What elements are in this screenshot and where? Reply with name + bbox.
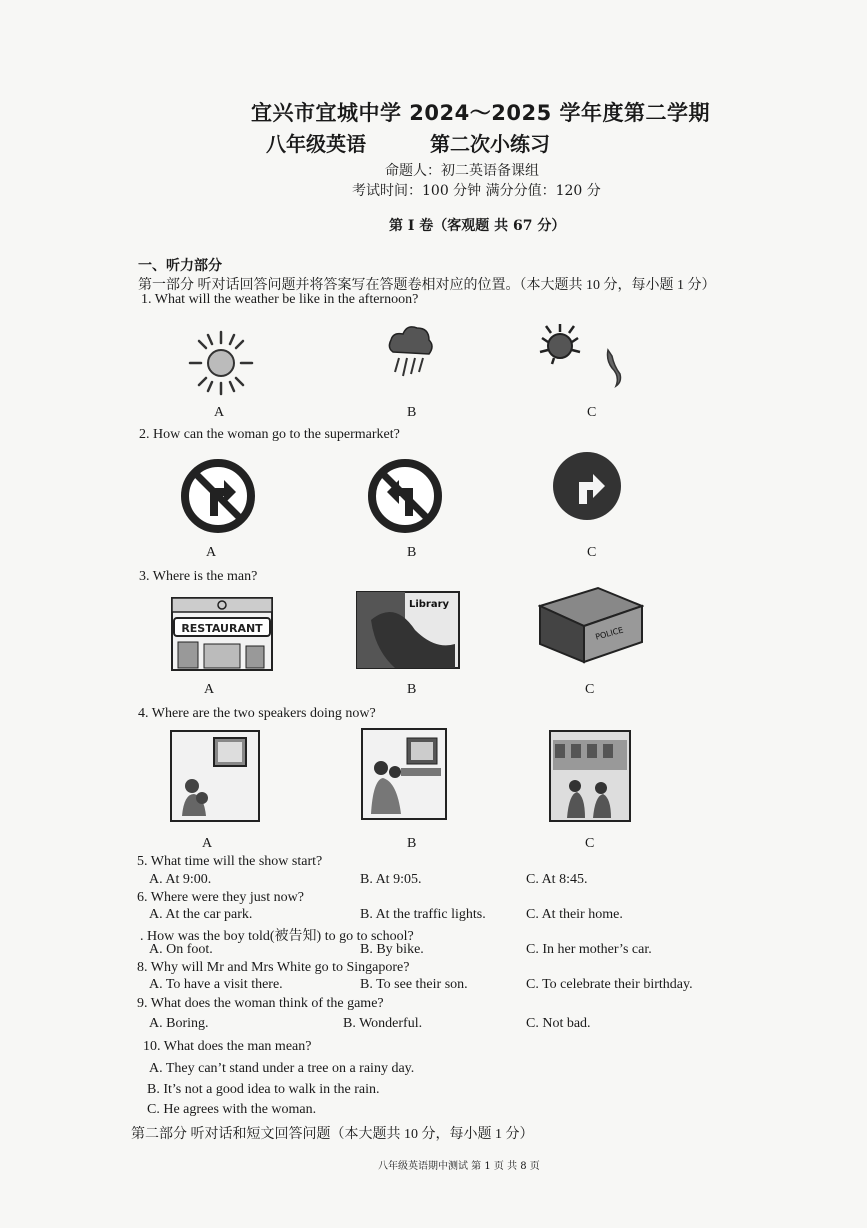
author-line: 命题人：初二英语备课组 [385,163,539,179]
q3-option-b-label: B [407,682,417,697]
q3-option-a-label: A [204,682,215,697]
q2-option-b-label: B [407,545,417,560]
q1-option-b-label: B [407,405,417,420]
restaurant-icon [168,594,276,677]
practice-title: 第二次小练习 [430,132,550,156]
question-3: 3. Where is the man? [139,569,258,584]
listening-heading: 一、听力部分 [138,258,222,274]
q2-option-a-label: A [206,545,217,560]
q5-option-b: B. At 9:05. [360,872,422,887]
question-10: 10. What does the man mean? [143,1039,312,1054]
q10-option-c: C. He agrees with the woman. [147,1102,317,1117]
q4-option-a-label: A [202,836,213,851]
part1-instruction: 第一部分 听对话回答问题并将答案写在答题卷相对应的位置。（本大题共 10 分，每小题 1 分） [138,278,716,293]
q8-option-b: B. To see their son. [360,977,468,992]
exam-title: 宜兴市宜城中学 2024～2025 学年度第二学期 [251,101,711,125]
svg-text:Library: Library [408,599,450,610]
q10-option-b: B. It’s not a good idea to walk in the rain. [147,1082,380,1097]
q6-option-c: C. At their home. [526,907,623,922]
question-4: 4. Where are the two speakers doing now? [138,706,376,721]
page-footer: 八年级英语期中测试 第 1 页 共 8 页 [378,1161,540,1172]
q6-option-a: A. At the car park. [149,907,253,922]
library-icon [355,590,461,675]
q8-option-c: C. To celebrate their birthday. [526,977,693,992]
no-left-turn-sign-icon [367,458,443,539]
part2-instruction: 第二部分 听对话和短文回答问题（本大题共 10 分，每小题 1 分） [131,1127,534,1142]
watching-tv-icon [170,730,260,827]
q4-option-b-label: B [407,836,417,851]
svg-text:POLICE: POLICE [594,625,625,642]
rainy-cloud-icon [385,322,435,389]
q5-option-c: C. At 8:45. [526,872,588,887]
q7-option-a: A. On foot. [149,942,213,957]
q6-option-b: B. At the traffic lights. [360,907,486,922]
question-9: 9. What does the woman think of the game? [137,996,384,1011]
q7-option-b: B. By bike. [360,942,424,957]
q4-option-c-label: C [585,836,595,851]
q8-option-a: A. To have a visit there. [149,977,283,992]
no-right-turn-sign-icon [180,458,256,539]
sun-and-shower-icon [536,320,636,400]
q1-option-c-label: C [587,405,597,420]
police-station-icon [538,586,644,671]
question-8: 8. Why will Mr and Mrs White go to Singapore? [137,960,410,975]
using-computer-icon [361,728,447,825]
exam-info: 考试时间：100 分钟 满分分值：120 分 [352,183,601,199]
q10-option-a: A. They can’t stand under a tree on a rainy day. [149,1061,415,1076]
question-6: 6. Where were they just now? [137,890,304,905]
svg-text:RESTAURANT: RESTAURANT [181,622,263,635]
q1-option-a-label: A [214,405,225,420]
q7-option-c: C. In her mother’s car. [526,942,652,957]
section-title: 第 I 卷（客观题 共 67 分） [389,218,566,234]
question-5: 5. What time will the show start? [137,854,323,869]
street-scene-icon [549,730,631,827]
q9-option-a: A. Boring. [149,1016,209,1031]
turn-right-sign-icon [551,450,623,527]
sunny-icon [188,330,254,401]
q3-option-c-label: C [585,682,595,697]
q9-option-c: C. Not bad. [526,1016,591,1031]
question-2: 2. How can the woman go to the supermarket? [139,427,400,442]
q2-option-c-label: C [587,545,597,560]
q9-option-b: B. Wonderful. [343,1016,423,1031]
question-1: 1. What will the weather be like in the afternoon? [141,292,419,307]
question-7: . How was the boy told(被告知) to go to school? [140,929,414,944]
subject-title: 八年级英语 [266,132,366,156]
q5-option-a: A. At 9:00. [149,872,212,887]
